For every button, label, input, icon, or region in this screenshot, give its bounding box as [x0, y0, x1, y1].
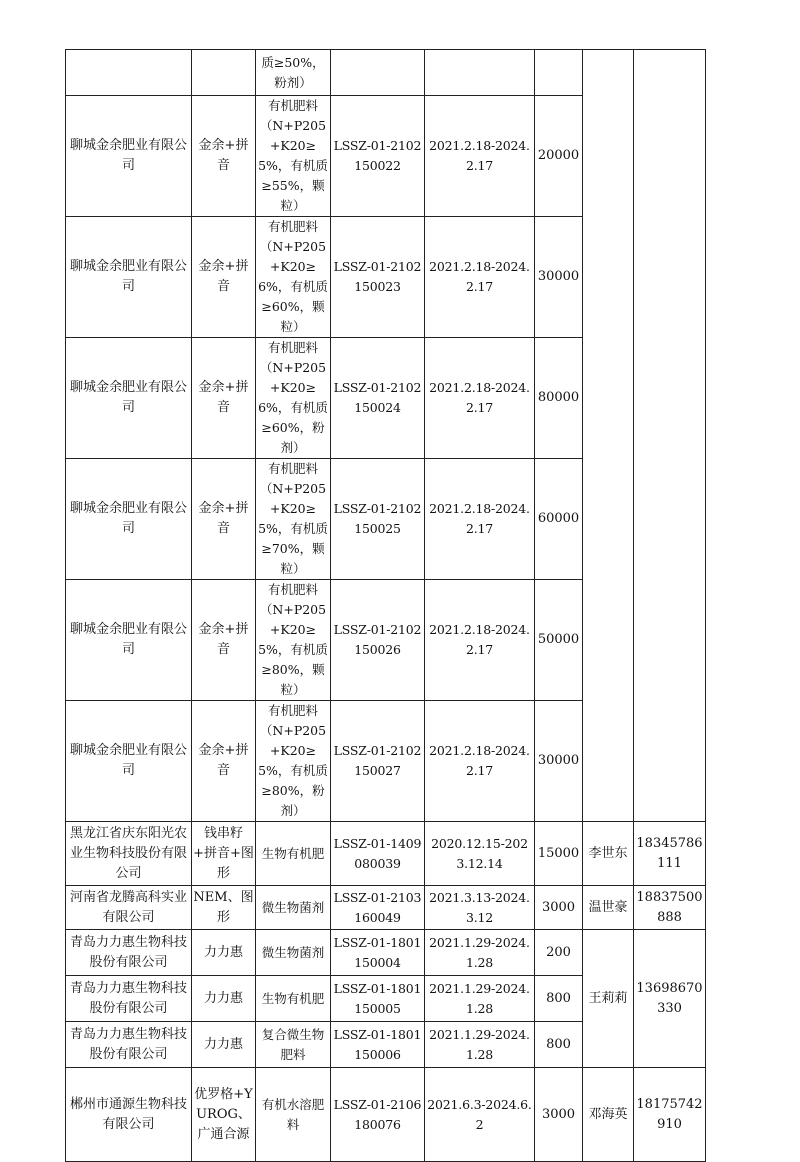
qty-cell: 80000	[535, 338, 583, 459]
validity-cell: 2021.2.18-2024.2.17	[425, 580, 535, 701]
table-row	[66, 930, 706, 976]
product-cell: 微生物菌剂	[256, 886, 331, 930]
validity-cell: 2021.1.29-2024.1.28	[425, 976, 535, 1022]
brand-cell: NEM、图形	[192, 886, 256, 930]
brand-cell: 金余+拼音	[192, 338, 256, 459]
validity-cell: 2021.2.18-2024.2.17	[425, 701, 535, 822]
company-cell: 聊城金余肥业有限公司	[66, 338, 192, 459]
brand-cell: 金余+拼音	[192, 580, 256, 701]
contact-cell	[583, 50, 634, 822]
product-cell: 有机肥料（N+P205+K20≥5%，有机质≥55%，颗粒）	[256, 96, 331, 217]
company-cell: 聊城金余肥业有限公司	[66, 459, 192, 580]
validity-cell	[425, 50, 535, 96]
company-cell: 青岛力力惠生物科技股份有限公司	[66, 976, 192, 1022]
contact-cell: 王莉莉	[583, 930, 634, 1068]
validity-cell: 2021.2.18-2024.2.17	[425, 338, 535, 459]
company-cell: 聊城金余肥业有限公司	[66, 701, 192, 822]
brand-cell: 金余+拼音	[192, 701, 256, 822]
company-cell: 青岛力力惠生物科技股份有限公司	[66, 930, 192, 976]
validity-cell: 2021.2.18-2024.2.17	[425, 96, 535, 217]
qty-cell: 800	[535, 1022, 583, 1068]
reg-no-cell: LSSZ-01-1801150004	[331, 930, 425, 976]
qty-cell: 800	[535, 976, 583, 1022]
phone-cell	[634, 50, 706, 822]
company-cell: 河南省龙腾高科实业有限公司	[66, 886, 192, 930]
company-cell: 聊城金余肥业有限公司	[66, 217, 192, 338]
table-row	[66, 822, 706, 886]
table-row	[66, 50, 706, 96]
validity-cell: 2021.2.18-2024.2.17	[425, 459, 535, 580]
validity-cell: 2020.12.15-2023.12.14	[425, 822, 535, 886]
reg-no-cell: LSSZ-01-1409080039	[331, 822, 425, 886]
company-cell: 黑龙江省庆东阳光农业生物科技股份有限公司	[66, 822, 192, 886]
table-row	[66, 886, 706, 930]
reg-no-cell: LSSZ-01-2103160049	[331, 886, 425, 930]
validity-cell: 2021.1.29-2024.1.28	[425, 1022, 535, 1068]
product-cell: 生物有机肥	[256, 976, 331, 1022]
product-cell: 质≥50%，粉剂）	[256, 50, 331, 96]
brand-cell: 力力惠	[192, 930, 256, 976]
qty-cell	[535, 50, 583, 96]
brand-cell: 钱串籽+拼音+图形	[192, 822, 256, 886]
qty-cell: 30000	[535, 217, 583, 338]
qty-cell: 20000	[535, 96, 583, 217]
phone-cell: 18837500888	[634, 886, 706, 930]
brand-cell: 优罗格+YUROG、广通合源	[192, 1068, 256, 1162]
qty-cell: 30000	[535, 701, 583, 822]
brand-cell: 力力惠	[192, 976, 256, 1022]
product-cell: 复合微生物肥料	[256, 1022, 331, 1068]
contact-cell: 李世东	[583, 822, 634, 886]
qty-cell: 3000	[535, 1068, 583, 1162]
product-cell: 有机肥料（N+P205+K20≥5%，有机质≥70%，颗粒）	[256, 459, 331, 580]
product-cell: 有机肥料（N+P205+K20≥5%，有机质≥80%，粉剂）	[256, 701, 331, 822]
reg-no-cell: LSSZ-01-2102150023	[331, 217, 425, 338]
reg-no-cell: LSSZ-01-1801150006	[331, 1022, 425, 1068]
product-cell: 有机肥料（N+P205+K20≥6%，有机质≥60%，颗粒）	[256, 217, 331, 338]
qty-cell: 60000	[535, 459, 583, 580]
product-cell: 有机水溶肥料	[256, 1068, 331, 1162]
contact-cell: 邓海英	[583, 1068, 634, 1162]
qty-cell: 3000	[535, 886, 583, 930]
product-cell: 生物有机肥	[256, 822, 331, 886]
table-row	[66, 1068, 706, 1162]
company-cell: 郴州市通源生物科技有限公司	[66, 1068, 192, 1162]
product-cell: 微生物菌剂	[256, 930, 331, 976]
phone-cell: 13698670330	[634, 930, 706, 1068]
company-cell	[66, 50, 192, 96]
product-cell: 有机肥料（N+P205+K20≥6%，有机质≥60%，粉剂）	[256, 338, 331, 459]
brand-cell: 金余+拼音	[192, 96, 256, 217]
company-cell: 聊城金余肥业有限公司	[66, 580, 192, 701]
validity-cell: 2021.1.29-2024.1.28	[425, 930, 535, 976]
reg-no-cell: LSSZ-01-2102150026	[331, 580, 425, 701]
qty-cell: 15000	[535, 822, 583, 886]
reg-no-cell: LSSZ-01-2102150024	[331, 338, 425, 459]
company-cell: 聊城金余肥业有限公司	[66, 96, 192, 217]
reg-no-cell	[331, 50, 425, 96]
phone-cell: 18175742910	[634, 1068, 706, 1162]
reg-no-cell: LSSZ-01-2106180076	[331, 1068, 425, 1162]
company-cell: 青岛力力惠生物科技股份有限公司	[66, 1022, 192, 1068]
qty-cell: 50000	[535, 580, 583, 701]
reg-no-cell: LSSZ-01-2102150025	[331, 459, 425, 580]
qty-cell: 200	[535, 930, 583, 976]
reg-no-cell: LSSZ-01-2102150027	[331, 701, 425, 822]
reg-no-cell: LSSZ-01-2102150022	[331, 96, 425, 217]
validity-cell: 2021.2.18-2024.2.17	[425, 217, 535, 338]
validity-cell: 2021.3.13-2024.3.12	[425, 886, 535, 930]
brand-cell: 金余+拼音	[192, 217, 256, 338]
contact-cell: 温世豪	[583, 886, 634, 930]
brand-cell: 力力惠	[192, 1022, 256, 1068]
validity-cell: 2021.6.3-2024.6.2	[425, 1068, 535, 1162]
brand-cell: 金余+拼音	[192, 459, 256, 580]
product-cell: 有机肥料（N+P205+K20≥5%，有机质≥80%，颗粒）	[256, 580, 331, 701]
reg-no-cell: LSSZ-01-1801150005	[331, 976, 425, 1022]
registration-table	[65, 49, 706, 1162]
brand-cell	[192, 50, 256, 96]
phone-cell: 18345786111	[634, 822, 706, 886]
